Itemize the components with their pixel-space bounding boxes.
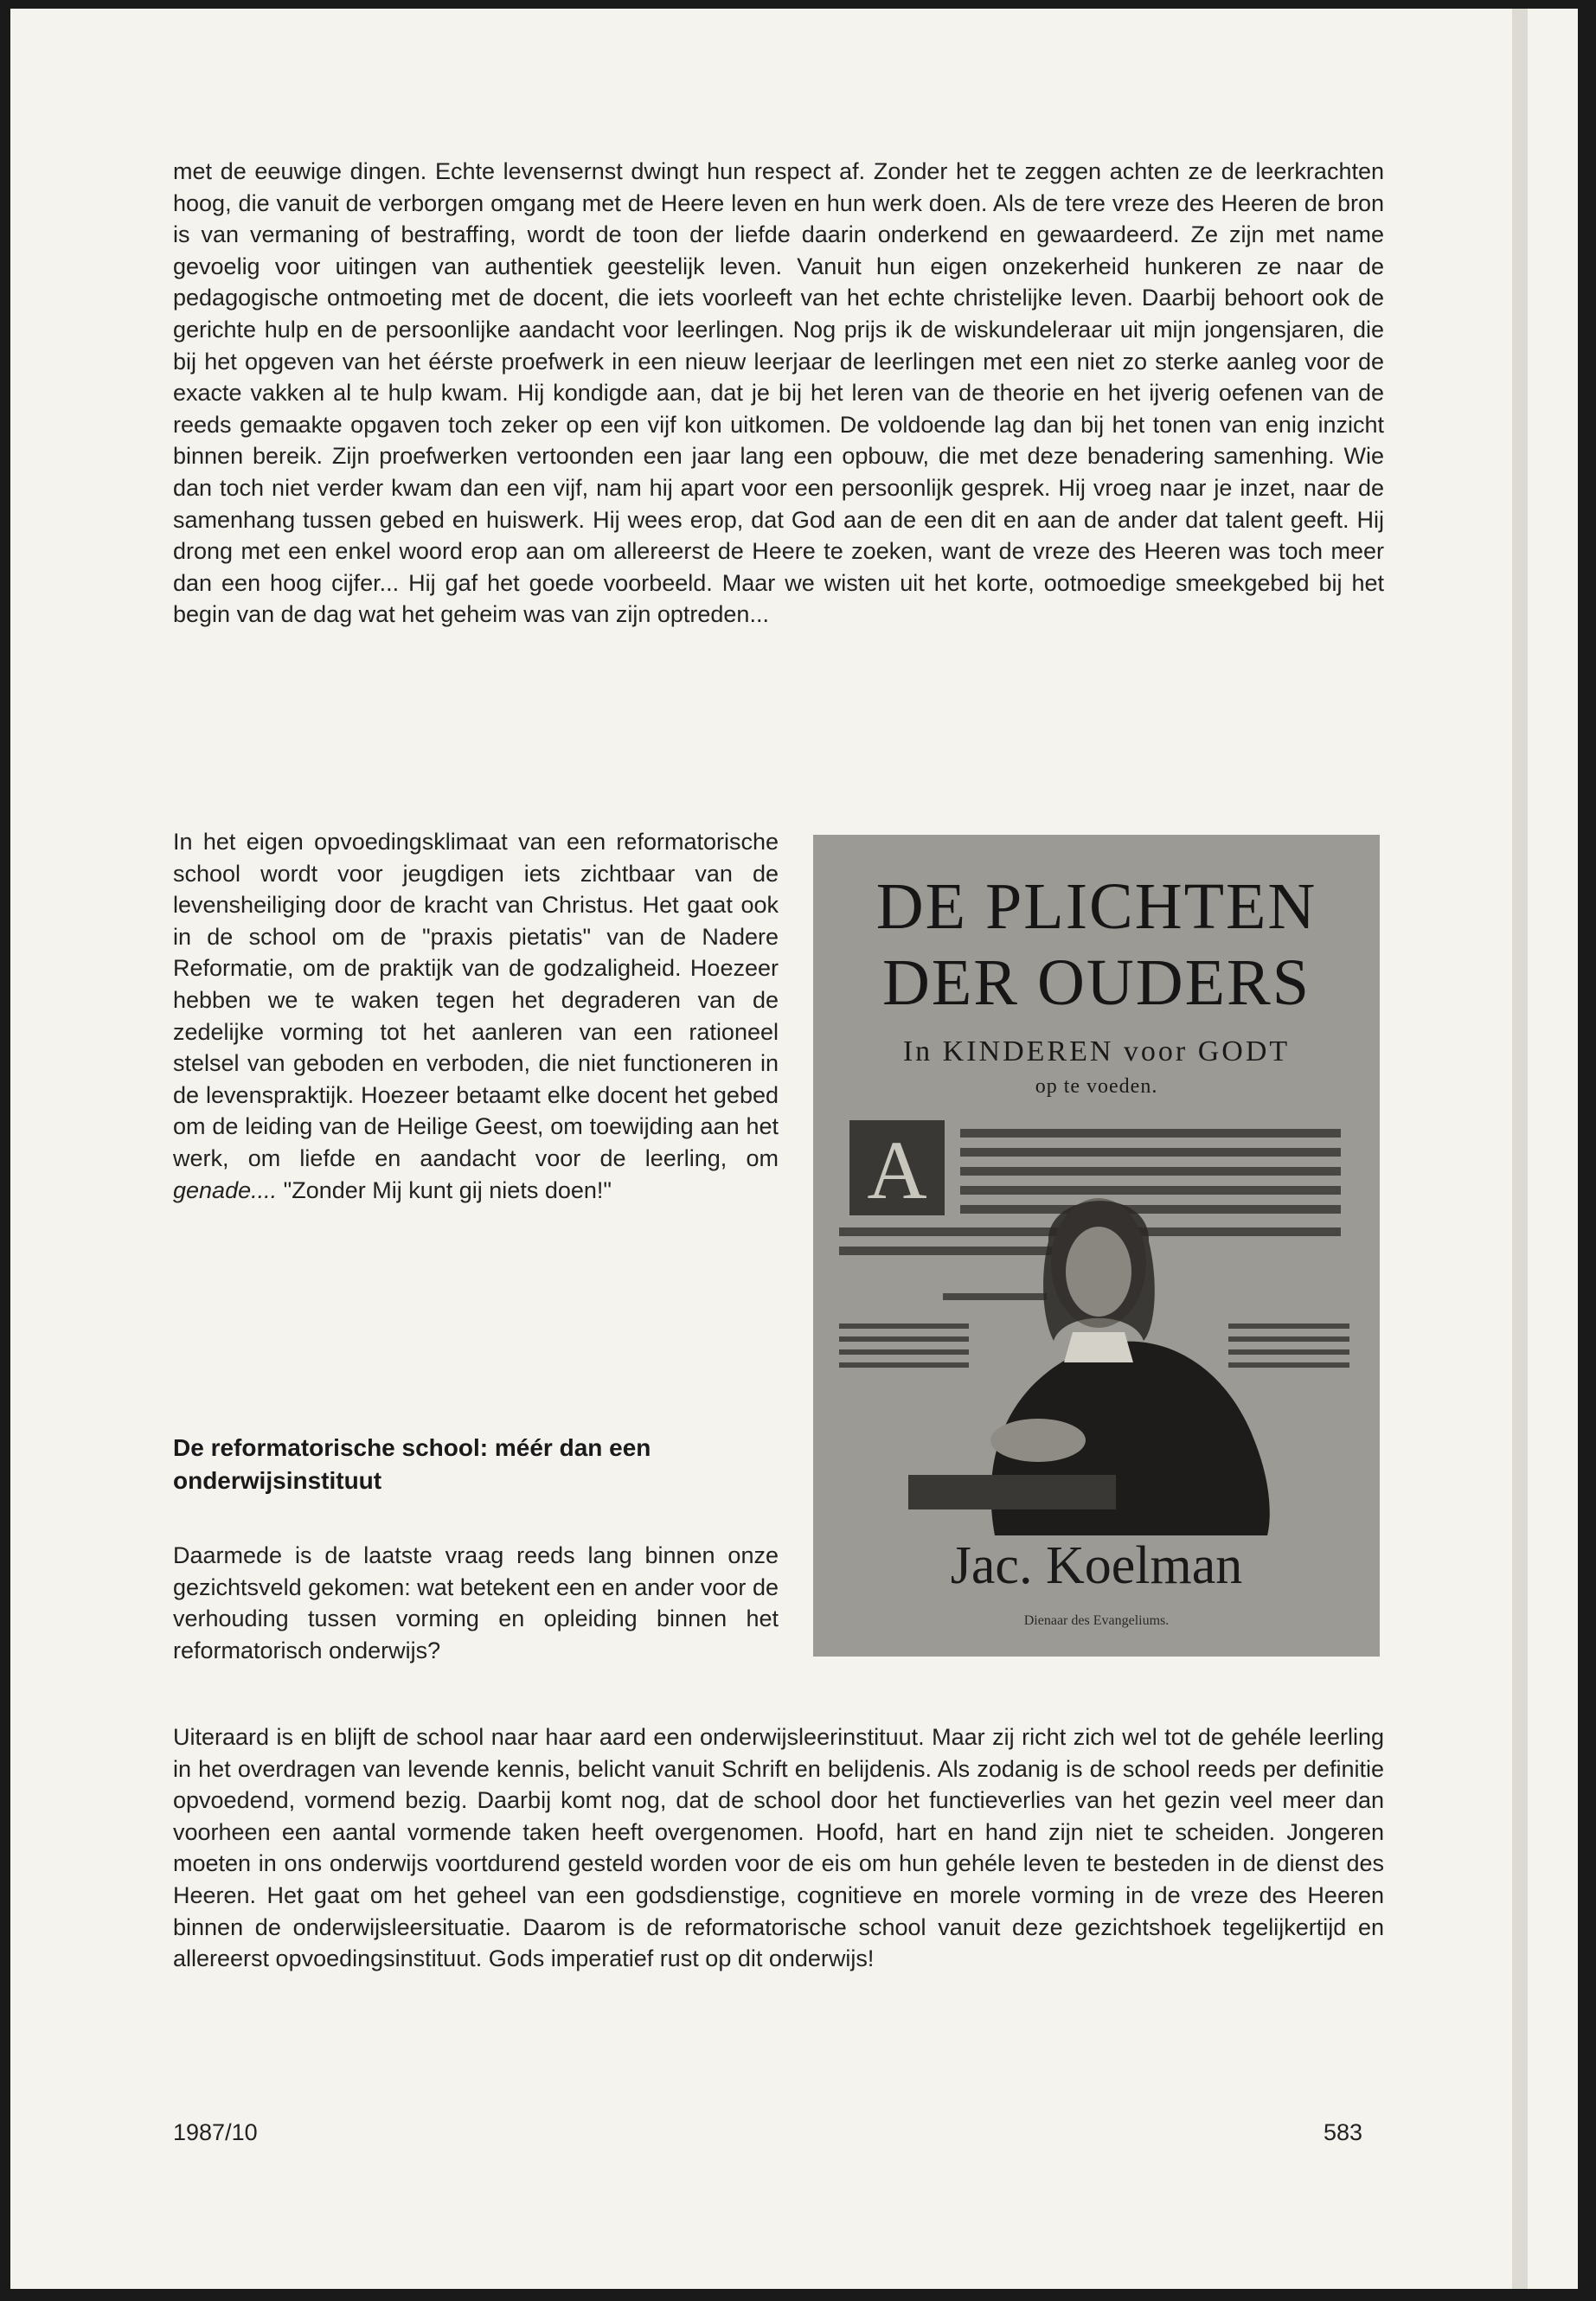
figure-face-light [1066, 1227, 1131, 1317]
paragraph-onderwijsleerinstituut: Uiteraard is en blijft de school naar haar aard een onderwijsleerinstituut. Maar zij richt zich wel tot de gehéle leerling in het overdragen van levende kennis, belicht vanuit Schrift en belijdenis. Als zodanig is de school reeds per definitie opvoedend, vormend bezig. Daarbij komt nog, dat de school door het functieverlies van het gezin veel meer dan voorheen een aantal vormende taken heeft overgenomen. Hoofd, hart en hand zijn niet te scheiden. Jongeren moeten in ons onderwijs voortdurend gesteld worden voor de eis om hun gehéle leven te besteden in de dienst des Heeren. Het gaat om het geheel van een godsdienstige, cognitieve en morele vorming in de vreze des Heeren binnen de onderwijsleersituatie. Daarom is de reformatorische school vanuit deze gezichtshoek tegelijkertijd en allereerst opvoedingsinstituut. Gods imperatief rust op dit onderwijs! [173, 1724, 1384, 1972]
book-cover-image [813, 835, 1380, 1657]
page-edge [1512, 9, 1528, 2289]
figure-hand [990, 1419, 1086, 1462]
quote-text: "Zonder Mij kunt gij niets doen!" [277, 1176, 612, 1203]
initial-letter: A [867, 1124, 927, 1216]
book-title-line1: DE PLICHTEN [875, 870, 1317, 943]
intro-paragraph: met de eeuwige dingen. Echte levensernst dwingt hun respect af. Zonder het te zeggen achten ze de leerkrachten hoog, die vanuit de verborgen omgang met de Heere leven en hun werk doen. Als de tere vreze des Heeren de bron is van vermaning of bestraffing, wordt de toon der liefde daarin onderkend en gewaardeerd. Ze zijn met name gevoelig voor uitingen van authentiek geestelijk leven. Vanuit hun eigen onzekerheid hunkeren ze naar de pedagogische ontmoeting met de docent, die iets voorleeft van het echte christelijke leven. Daarbij behoort ook de gerichte hulp en de persoonlijke aandacht voor leerlingen. Nog prijs ik de wiskundeleraar uit mijn jongensjaren, die bij het opgeven van het éérste proefwerk in een nieuw leerjaar de leerlingen met een niet zo sterke aanleg voor de exacte vakken al te hulp kwam. Hij kondigde aan, dat je bij het leren van de theorie en het ijverig oefenen van de reeds gemaakte opgaven toch zeker op een vijf kon uitkomen. De voldoende lag dan bij het tonen van enig inzicht binnen bereik. Zijn proefwerken vertoonden een jaar lang een opbouw, die met deze benadering samenhing. Wie dan toch niet verder kwam dan een vijf, nam hij apart voor een persoonlijk gesprek. Hij vroeg naar je inzet, naar de samenhang tussen gebed en huiswerk. Hij wees erop, dat God aan de een dit en aan de ander dat talent geeft. Hij drong met een enkel woord erop aan om allereerst de Heere te zoeken, want de vreze des Heeren was toch meer dan een hoog cijfer... Hij gaf het goede voorbeeld. Maar we wisten uit het korte, ootmoedige smeekgebed bij het begin van de dag wat het geheim was van zijn optreden... [173, 158, 1384, 628]
figure-collar [1064, 1332, 1133, 1362]
section-heading: De reformatorische school: méér dan een onderwijsinstituut [173, 1434, 651, 1494]
book-author-role: Dienaar des Evangeliums. [1023, 1613, 1170, 1628]
book-author: Jac. Koelman [950, 1536, 1243, 1595]
page-number: 583 [1324, 2119, 1363, 2145]
paragraph-text: In het eigen opvoedingsklimaat van een reformatorische school wordt voor jeugdigen iets zichtbaar van de levensheiliging door de kracht van Christus. Het gaat ook in de school om de "praxis pietatis" van de Nadere Reformatie, om de praktijk van de godzaligheid. Hoezeer hebben we te waken tegen het degraderen van de zedelijke vorming tot het aanleren van een rationeel stelsel van geboden en verboden, die niet functioneren in de levenspraktijk. Hoezeer betaamt elke docent het gebed om de leiding van de Heilige Geest, om toewijding aan het werk, om liefde en aandacht voor de leerling, om [173, 829, 779, 1171]
paragraph-laatste-vraag: Daarmede is de laatste vraag reeds lang binnen onze gezichtsveld gekomen: wat betekent een en ander voor de verhouding tussen vorming en opleiding binnen het reformatorisch onderwijs? [173, 1542, 779, 1663]
book-subtitle-line1: In KINDEREN voor GODT [902, 1035, 1291, 1067]
portrait-engraving [822, 1112, 1371, 1535]
book-prop [908, 1475, 1116, 1509]
book-title-line2: DER OUDERS [881, 946, 1311, 1019]
book-subtitle-line2: op te voeden. [1035, 1075, 1158, 1098]
emphasis-text: genade.... [173, 1176, 278, 1203]
issue-number: 1987/10 [173, 2119, 258, 2145]
paragraph-opvoedingsklimaat [173, 826, 779, 1206]
